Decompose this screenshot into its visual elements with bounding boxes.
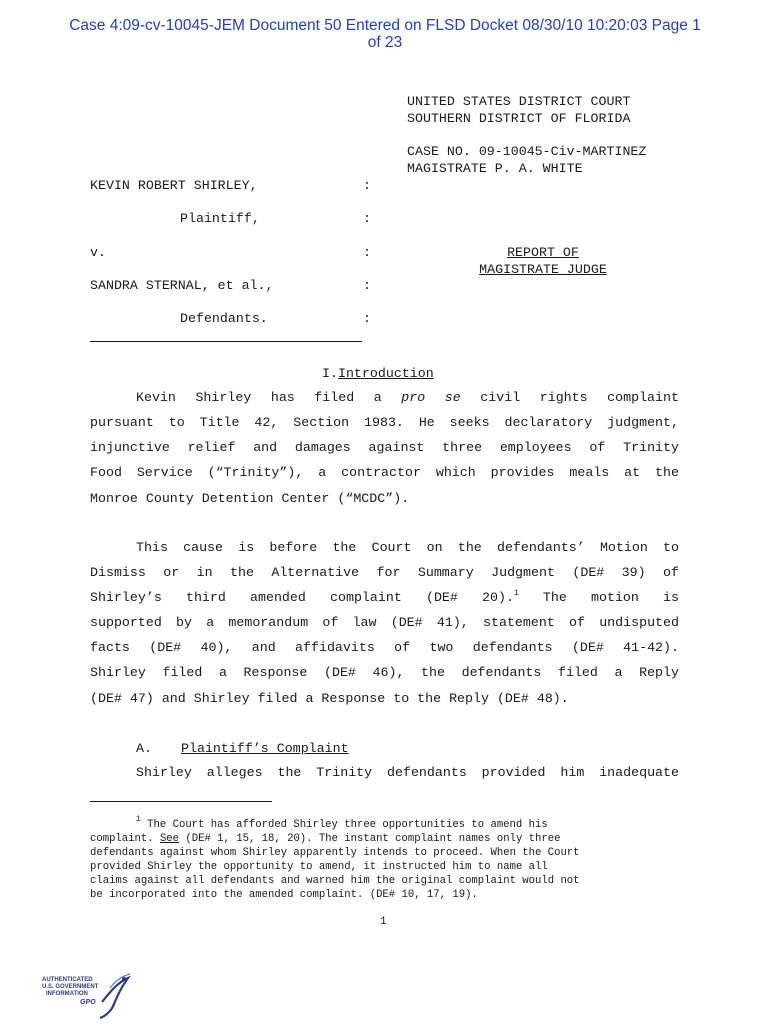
plaintiff-role: Plaintiff, bbox=[180, 211, 260, 226]
paragraph-line: Monroe County Detention Center (“MCDC”). bbox=[90, 491, 410, 506]
see-signal: See bbox=[159, 833, 180, 845]
footnote-line: provided Shirley the opportunity to amend, it instructed him to name all bbox=[90, 861, 548, 873]
report-title-line2: MAGISTRATE JUDGE bbox=[479, 262, 607, 277]
footnote-line: defendants against whom Shirley apparently intends to proceed. When the Court bbox=[90, 847, 580, 859]
footnote-line: be incorporated into the amended complaint. (DE# 10, 17, 19). bbox=[90, 889, 478, 901]
caption-colon: : bbox=[363, 178, 371, 193]
paragraph-line: (DE# 47) and Shirley filed a Response to the Reply (DE# 48). bbox=[90, 691, 569, 706]
gpo-logo-text: INFORMATION bbox=[46, 991, 88, 997]
paragraph-line: pursuant to Title 42, Section 1983. He seeks declaratory judgment, bbox=[90, 415, 679, 430]
plaintiff-name: KEVIN ROBERT SHIRLEY, bbox=[90, 178, 258, 193]
footnote-reference: 1 bbox=[513, 589, 519, 598]
case-number: CASE NO. 09-10045-Civ-MARTINEZ bbox=[407, 144, 647, 159]
section-number: I. bbox=[322, 366, 338, 381]
caption-rule bbox=[90, 341, 362, 342]
paragraph-line: facts (DE# 40), and affidavits of two defendants (DE# 41-42). bbox=[90, 640, 679, 655]
footnote-rule bbox=[90, 801, 272, 802]
report-title-line1: REPORT OF bbox=[507, 245, 579, 260]
paragraph-line: Dismiss or in the Alternative for Summary Judgment (DE# 39) of bbox=[90, 565, 679, 580]
magistrate-name: MAGISTRATE P. A. WHITE bbox=[407, 161, 583, 176]
docket-header-line2: of 23 bbox=[367, 34, 403, 51]
defendant-name: SANDRA STERNAL, et al., bbox=[90, 278, 274, 293]
paragraph-line: Shirley’s third amended complaint (DE# 20).$^1$ The motion is bbox=[90, 589, 679, 605]
paragraph-line: supported by a memorandum of law (DE# 41), statement of undisputed bbox=[90, 615, 679, 630]
caption-colon: : bbox=[363, 211, 371, 226]
paragraph-line: Kevin Shirley has filed a pro se civil rights complaint bbox=[136, 390, 679, 405]
caption-colon: : bbox=[363, 278, 371, 293]
paragraph-line: This cause is before the Court on the defendants’ Motion to bbox=[136, 540, 679, 555]
docket-header bbox=[0, 17, 770, 51]
section-title: Introduction bbox=[337, 366, 434, 381]
paragraph-line: injunctive relief and damages against three employees of Trinity bbox=[90, 440, 679, 455]
caption-colon: : bbox=[363, 245, 371, 260]
paragraph-line: Shirley alleges the Trinity defendants provided him inadequate bbox=[136, 765, 679, 780]
gpo-authentication-logo bbox=[40, 970, 132, 1020]
paragraph-line: Shirley filed a Response (DE# 46), the defendants filed a Reply bbox=[90, 665, 679, 680]
subsection-letter: A. bbox=[136, 741, 152, 756]
footnote-line: claims against all defendants and warned him the original complaint would not bbox=[90, 875, 580, 887]
gpo-logo-text: U.S. GOVERNMENT bbox=[42, 984, 99, 990]
page-number: 1 bbox=[380, 916, 387, 928]
footnote-line: $^1$ The Court has afforded Shirley three opportunities to amend his bbox=[136, 815, 548, 831]
subsection-title: Plaintiff’s Complaint bbox=[181, 741, 349, 756]
versus: v. bbox=[90, 245, 106, 260]
court-district: SOUTHERN DISTRICT OF FLORIDA bbox=[407, 111, 631, 126]
defendant-role: Defendants. bbox=[180, 311, 268, 326]
docket-header-line1: Case 4:09-cv-10045-JEM Document 50 Entered on FLSD Docket 08/30/10 10:20:03 Page 1 bbox=[69, 17, 701, 34]
court-name: UNITED STATES DISTRICT COURT bbox=[407, 94, 631, 109]
gpo-logo-text: AUTHENTICATED bbox=[42, 977, 93, 983]
footnote-line: complaint. See (DE# 1, 15, 18, 20). The instant complaint names only three bbox=[90, 833, 561, 845]
italic-term: pro se bbox=[401, 390, 461, 405]
caption-colon: : bbox=[363, 311, 371, 326]
gpo-logo-text: GPO bbox=[80, 999, 96, 1006]
paragraph-line: Food Service (“Trinity”), a contractor which provides meals at the bbox=[90, 465, 679, 480]
footnote-marker: 1 bbox=[136, 815, 141, 824]
section-heading bbox=[322, 366, 434, 381]
